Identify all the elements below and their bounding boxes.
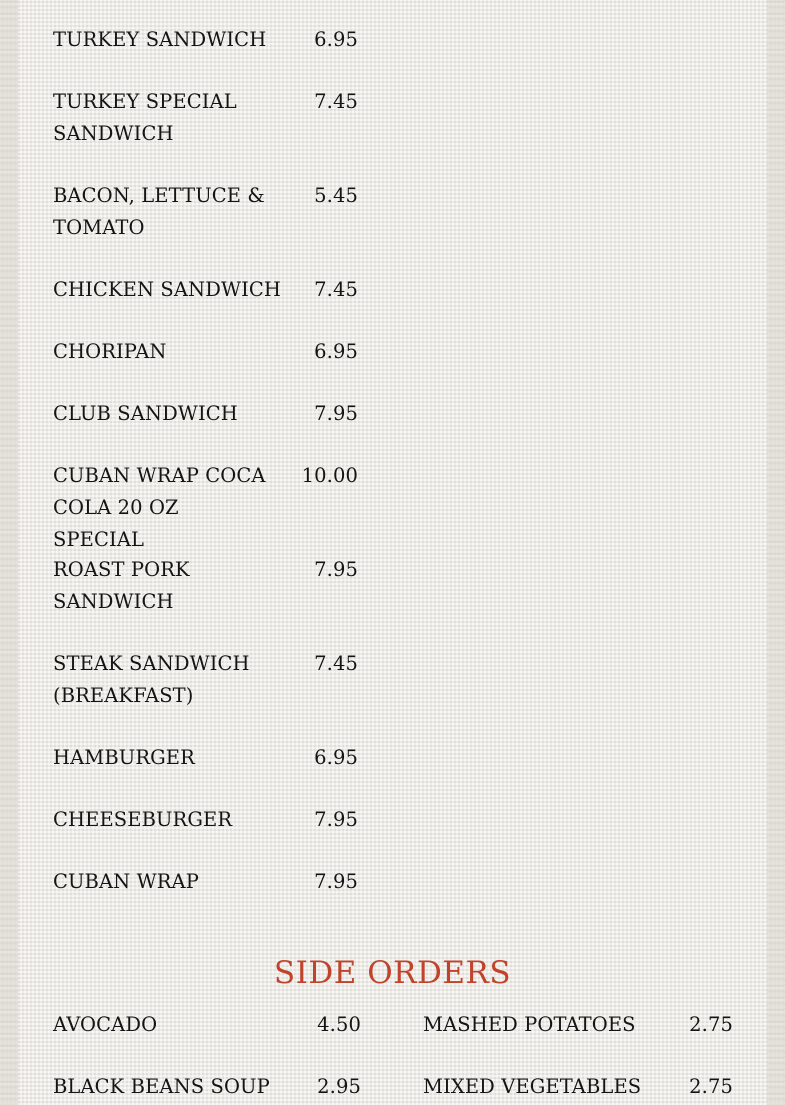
menu-item-price: 6.95 [314,746,358,769]
menu-item-price: 2.75 [689,1075,733,1098]
menu-item-name: ROAST PORK SANDWICH [53,558,190,613]
menu-item-name: BLACK BEANS SOUP [53,1075,270,1098]
linen-border-right [767,0,785,1105]
menu-item-price: 5.45 [314,184,358,207]
menu-item-name: TURKEY SANDWICH [53,28,267,51]
menu-item-price: 2.95 [317,1075,361,1098]
menu-item-price: 7.45 [314,652,358,675]
menu-item-name: CLUB SANDWICH [53,402,238,425]
menu-item-name: AVOCADO [53,1013,158,1036]
menu-item-name: CHORIPAN [53,340,167,363]
menu-item-name: HAMBURGER [53,746,195,769]
menu-item-name: MASHED POTATOES [423,1013,636,1036]
menu-item-price: 2.75 [689,1013,733,1036]
menu-item-name: STEAK SANDWICH (BREAKFAST) [53,652,250,707]
menu-item-price: 6.95 [314,28,358,51]
menu-item-name: BACON, LETTUCE & TOMATO [53,184,265,239]
menu-item-name: CHEESEBURGER [53,808,233,831]
menu-item-price: 4.50 [317,1013,361,1036]
menu-item-name: CUBAN WRAP [53,870,199,893]
menu-item-price: 7.95 [314,558,358,581]
menu-item-price: 7.95 [314,870,358,893]
menu-item-price: 7.95 [314,402,358,425]
menu-item-name: MIXED VEGETABLES [423,1075,642,1098]
menu-item-name: CHICKEN SANDWICH [53,278,282,301]
menu-item-price: 7.45 [314,90,358,113]
menu-item-name: CUBAN WRAP COCA COLA 20 OZ SPECIAL [53,464,266,551]
linen-border-left [0,0,18,1105]
menu-item-price: 6.95 [314,340,358,363]
section-title-side-orders: SIDE ORDERS [273,955,512,991]
menu-item-name: TURKEY SPECIAL SANDWICH [53,90,237,145]
menu-item-price: 7.95 [314,808,358,831]
menu-item-price: 7.45 [314,278,358,301]
menu-item-price: 10.00 [301,464,358,487]
